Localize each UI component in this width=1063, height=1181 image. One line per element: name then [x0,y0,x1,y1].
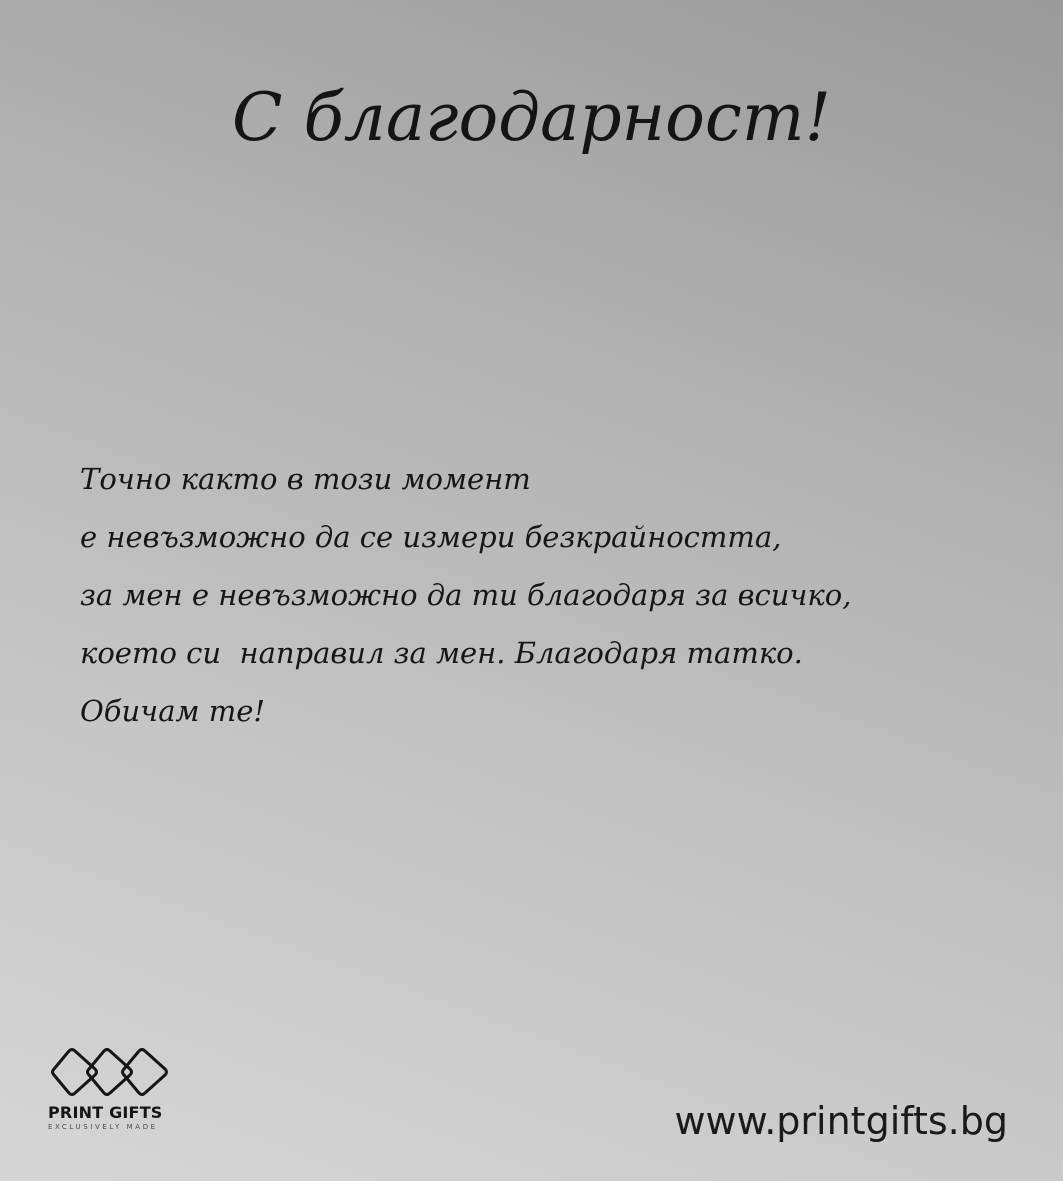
message-line: Точно както в този момент [80,462,531,496]
message-line: за мен е невъзможно да ти благодаря за всичко, [80,578,852,612]
card-title: С благодарност! [232,79,831,156]
brand-name: PRINT GIFTS [48,1103,163,1122]
message-line: което си направил за мен. Благодаря татко. [80,636,803,670]
message-line: е невъзможно да се измери безкрайността, [80,520,782,554]
brand-logo [48,1048,180,1148]
brand-tagline: EXCLUSIVELY MADE [48,1123,158,1131]
message-line: Обичам те! [80,694,266,728]
website-link[interactable]: www.printgifts.bg [674,1099,1008,1143]
three-rounded-diamonds-icon [50,1048,178,1096]
card-message [80,450,960,740]
